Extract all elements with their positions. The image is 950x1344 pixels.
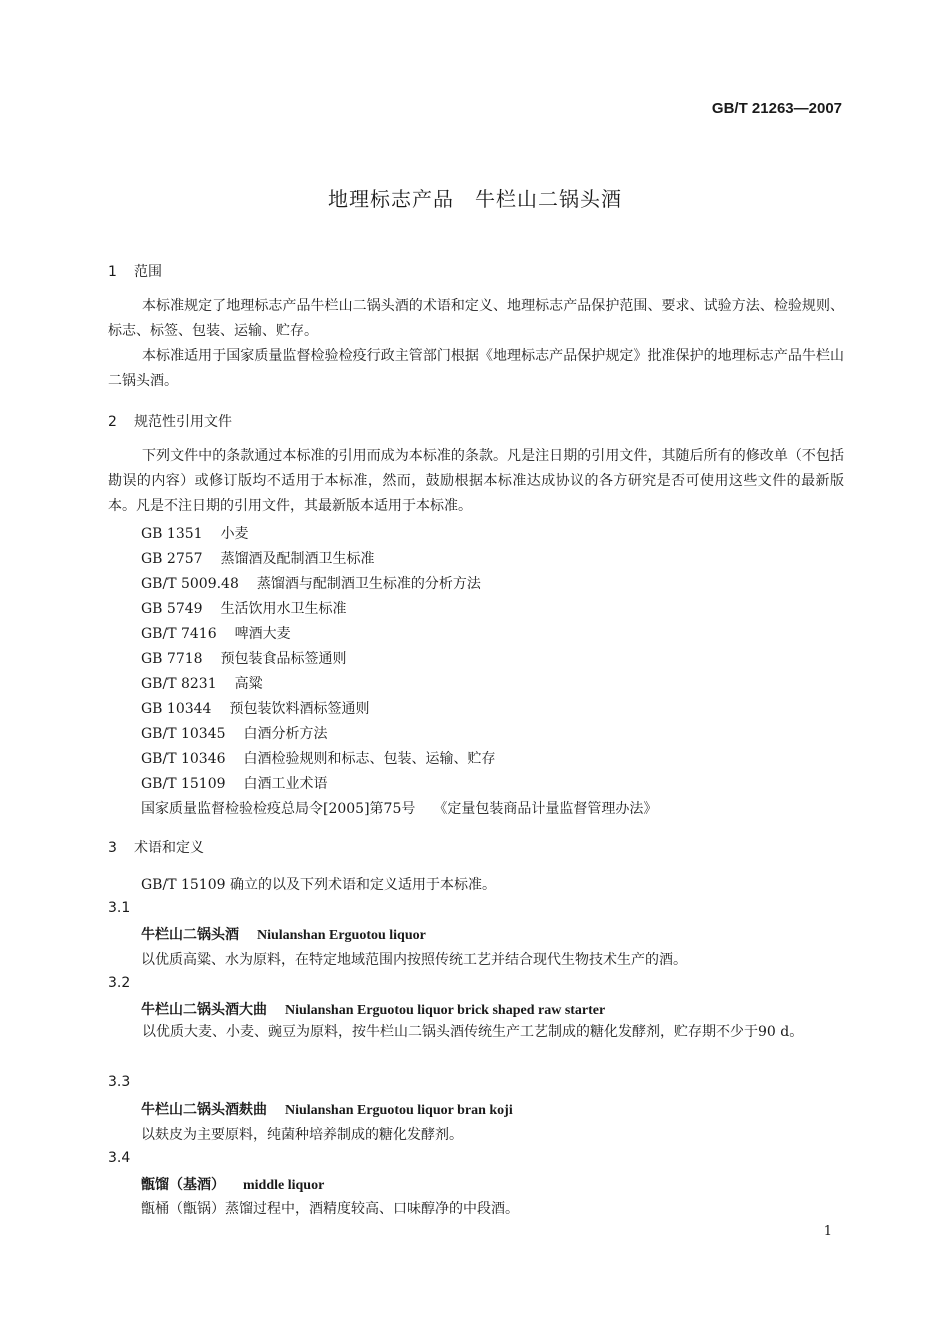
standard-code: GB/T 21263—2007 — [711, 100, 842, 117]
reference-title: 高粱 — [234, 676, 263, 692]
reference-title: 蒸馏酒与配制酒卫生标准的分析方法 — [256, 576, 481, 592]
references-intro: 下列文件中的条款通过本标准的引用而成为本标准的条款。凡是注日期的引用文件，其随后所有的修改单（不包括勘误的内容）或修订版均不适用于本标准，然而，鼓励根据本标准达成协议的各方研究是否可使用这些文件的最新版本。凡是不注日期的引用文件，其最新版本适用于本标准。 — [108, 448, 844, 514]
reference-item — [141, 623, 291, 643]
term-name — [141, 924, 426, 944]
section-number: 1 — [108, 264, 117, 280]
reference-code: GB/T 5009.48 — [141, 576, 239, 592]
term-name — [141, 1174, 324, 1194]
term-number: 3.4 — [108, 1150, 131, 1166]
scope-paragraph-1: 本标准规定了地理标志产品牛栏山二锅头酒的术语和定义、地理标志产品保护范围、要求、试验方法、检验规则、标志、标签、包装、运输、贮存。 — [108, 298, 844, 339]
scope-paragraph-2: 本标准适用于国家质量监督检验检疫行政主管部门根据《地理标志产品保护规定》批准保护的地理标志产品牛栏山二锅头酒。 — [108, 348, 844, 389]
reference-code: GB 1351 — [141, 526, 203, 542]
term-name-zh: 牛栏山二锅头酒大曲 — [141, 1002, 267, 1018]
reference-code: GB 2757 — [141, 551, 203, 567]
terms-intro: GB/T 15109 确立的以及下列术语和定义适用于本标准。 — [141, 877, 496, 893]
reference-code: 国家质量监督检验检疫总局令[2005]第75号 — [141, 801, 416, 817]
page-number: 1 — [823, 1224, 832, 1239]
reference-title: 预包装饮料酒标签通则 — [229, 701, 370, 717]
reference-code: GB 5749 — [141, 601, 203, 617]
section-3-heading — [108, 837, 204, 857]
term-name-en: Niulanshan Erguotou liquor — [257, 928, 426, 943]
section-number: 3 — [108, 840, 117, 856]
term-number: 3.1 — [108, 900, 131, 916]
term-number: 3.2 — [108, 975, 131, 991]
reference-title: 生活饮用水卫生标准 — [220, 601, 347, 617]
reference-title: 白酒分析方法 — [243, 726, 328, 742]
reference-item — [141, 598, 347, 618]
reference-code: GB 7718 — [141, 651, 203, 667]
section-1-heading — [108, 261, 162, 281]
section-title: 规范性引用文件 — [134, 414, 232, 430]
reference-title: 蒸馏酒及配制酒卫生标准 — [220, 551, 375, 567]
document-title: 地理标志产品 牛栏山二锅头酒 — [328, 187, 622, 211]
reference-item — [141, 723, 328, 743]
term-name-en: middle liquor — [243, 1178, 325, 1193]
reference-item — [141, 548, 375, 568]
term-definition: 甑桶（甑锅）蒸馏过程中，酒精度较高、口味醇净的中段酒。 — [141, 1201, 519, 1217]
reference-item — [141, 523, 249, 543]
reference-code: GB/T 7416 — [141, 626, 217, 642]
reference-title: 小麦 — [220, 526, 249, 542]
reference-code: GB/T 10345 — [141, 726, 226, 742]
term-definition: 以麸皮为主要原料，纯菌种培养制成的糖化发酵剂。 — [141, 1127, 463, 1143]
reference-title: 白酒检验规则和标志、包装、运输、贮存 — [243, 751, 496, 767]
reference-item — [141, 573, 481, 593]
reference-item — [141, 673, 263, 693]
term-name-zh: 甑馏（基酒） — [141, 1177, 225, 1193]
reference-title: 预包装食品标签通则 — [220, 651, 347, 667]
reference-code: GB/T 10346 — [141, 751, 226, 767]
term-definition: 以优质大麦、小麦、豌豆为原料，按牛栏山二锅头酒传统生产工艺制成的糖化发酵剂，贮存期不少于90 d。 — [142, 1024, 804, 1040]
reference-code: GB/T 8231 — [141, 676, 217, 692]
term-name — [141, 1099, 513, 1119]
reference-item — [141, 648, 347, 668]
term-name-en: Niulanshan Erguotou liquor bran koji — [285, 1103, 513, 1118]
section-title: 范围 — [134, 264, 162, 280]
section-number: 2 — [108, 414, 117, 430]
reference-item — [141, 698, 369, 718]
term-name-zh: 牛栏山二锅头酒 — [141, 927, 239, 943]
term-name-en: Niulanshan Erguotou liquor brick shaped raw starter — [285, 1003, 606, 1018]
term-name — [141, 999, 605, 1019]
reference-item — [141, 773, 328, 793]
reference-item — [141, 798, 657, 818]
reference-code: GB 10344 — [141, 701, 212, 717]
section-2-heading — [108, 411, 232, 431]
reference-title: 啤酒大麦 — [234, 626, 291, 642]
reference-item — [141, 748, 496, 768]
reference-title: 《定量包装商品计量监督管理办法》 — [433, 801, 658, 817]
reference-code: GB/T 15109 — [141, 776, 226, 792]
section-title: 术语和定义 — [134, 840, 204, 856]
term-definition: 以优质高粱、水为原料，在特定地域范围内按照传统工艺并结合现代生物技术生产的酒。 — [141, 952, 687, 968]
term-number: 3.3 — [108, 1074, 131, 1090]
term-name-zh: 牛栏山二锅头酒麸曲 — [141, 1102, 267, 1118]
reference-title: 白酒工业术语 — [243, 776, 328, 792]
